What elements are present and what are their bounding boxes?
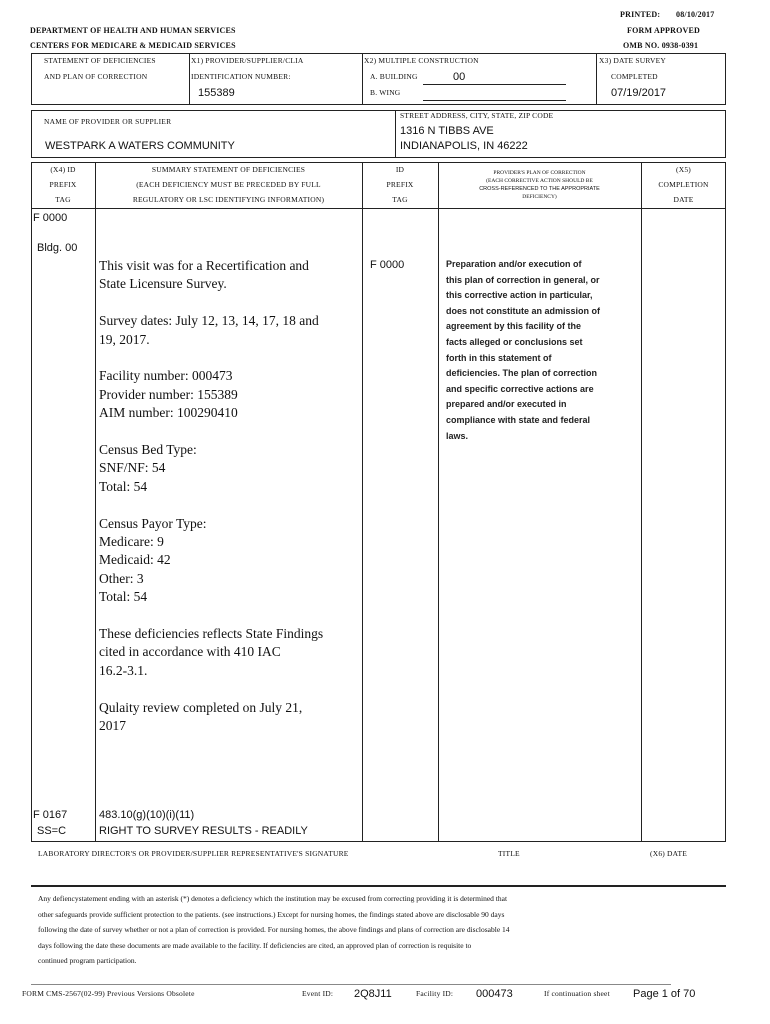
summary-line: Census Bed Type: — [99, 442, 197, 458]
x4-header-3: TAG — [55, 195, 71, 204]
event-id-value: 2Q8J11 — [354, 988, 392, 1000]
statement-label: STATEMENT OF DEFICIENCIES — [44, 56, 156, 65]
summary-line: 19, 2017. — [99, 331, 150, 347]
poc-line: this corrective action in particular, — [446, 290, 593, 301]
footnote-line: other safeguards provide sufficient protection to the patients. (see instructions.) Except for nursing homes, the findings stated above are disclosable 90 days — [38, 909, 505, 919]
building-label: A. BUILDING — [370, 72, 418, 81]
summary-line: Medicaid: 42 — [99, 552, 171, 568]
footnote — [38, 891, 698, 969]
building-tag: Bldg. 00 — [37, 242, 78, 254]
id-header-1: ID — [395, 165, 405, 174]
form-id: FORM CMS-2567(02-99) Previous Versions Obsolete — [22, 989, 195, 998]
summary-paragraph — [99, 367, 359, 422]
summary-line: AIM number: 100290410 — [99, 405, 238, 421]
poc-line: laws. — [446, 430, 469, 441]
date-completed-value: 07/19/2017 — [611, 87, 667, 99]
address-line-1: 1316 N TIBBS AVE — [400, 125, 494, 137]
tag-f0000: F 0000 — [33, 212, 68, 224]
poc-line: compliance with state and federal — [446, 414, 591, 425]
summary-line: Census Payor Type: — [99, 515, 207, 531]
title-label: TITLE — [498, 849, 520, 858]
x1-label: X1) PROVIDER/SUPPLIER/CLIA — [191, 56, 304, 65]
facility-id-value: 000473 — [476, 988, 513, 1000]
summary-statement — [99, 257, 359, 754]
summary-line: Qulaity review completed on July 21, — [99, 699, 303, 715]
id-header-3: TAG — [392, 195, 408, 204]
form-approved: FORM APPROVED — [627, 26, 701, 35]
dept-heading: DEPARTMENT OF HEALTH AND HUMAN SERVICES — [30, 26, 236, 35]
summary-line: 16.2-3.1. — [99, 662, 148, 678]
printed-date: 08/10/2017 — [676, 10, 715, 19]
continuation-label: If continuation sheet — [544, 989, 610, 998]
poc-line: and specific corrective actions are — [446, 383, 594, 394]
omb-number: OMB NO. 0938-0391 — [623, 41, 699, 50]
x4-header-2: PREFIX — [49, 180, 77, 189]
provider-name-label: NAME OF PROVIDER OR SUPPLIER — [44, 117, 172, 126]
regulation-citation: 483.10(g)(10)(i)(11) — [99, 809, 195, 821]
summary-line: Provider number: 155389 — [99, 386, 238, 402]
summary-paragraph — [99, 625, 359, 680]
scope-severity: SS=C — [37, 825, 67, 837]
summary-paragraph — [99, 699, 359, 736]
poc-header-4: DEFICIENCY) — [522, 194, 557, 200]
summary-paragraph — [99, 515, 359, 607]
summary-line: Survey dates: July 12, 13, 14, 17, 18 and — [99, 313, 319, 329]
signature-label: LABORATORY DIRECTOR'S OR PROVIDER/SUPPLIER REPRESENTATIVE'S SIGNATURE — [38, 849, 349, 858]
regulation-title: RIGHT TO SURVEY RESULTS - READILY — [99, 825, 308, 837]
x6-date-label: (X6) DATE — [650, 849, 688, 858]
summary-line: These deficiencies reflects State Findings — [99, 626, 324, 642]
poc-header-1: PROVIDER'S PLAN OF CORRECTION — [493, 170, 586, 176]
poc-line: does not constitute an admission of — [446, 305, 601, 316]
plan-of-correction — [446, 257, 638, 444]
event-id-label: Event ID: — [302, 989, 334, 998]
id-header-2: PREFIX — [386, 180, 414, 189]
summary-line: This visit was for a Recertification and — [99, 258, 309, 273]
poc-line: deficiencies. The plan of correction — [446, 368, 598, 379]
summary-line: Facility number: 000473 — [99, 368, 233, 384]
address-line-2: INDIANAPOLIS, IN 46222 — [400, 140, 528, 152]
summary-line: Total: 54 — [99, 478, 148, 494]
summary-line: Total: 54 — [99, 589, 148, 605]
x2-label: X2) MULTIPLE CONSTRUCTION — [364, 56, 479, 65]
page-number: Page 1 of 70 — [633, 988, 696, 1000]
x3-label-2: COMPLETED — [611, 72, 658, 81]
summary-line: Other: 3 — [99, 570, 144, 586]
facility-id-label: Facility ID: — [416, 989, 454, 998]
footnote-line: following the date of survey whether or not a plan of correction is provided. For nursing homes, the above findings and plans of correction are disclosable 14 — [38, 925, 510, 934]
summary-line: State Licensure Survey. — [99, 276, 227, 292]
summary-line: SNF/NF: 54 — [99, 460, 166, 476]
provider-name-value: WESTPARK A WATERS COMMUNITY — [45, 140, 235, 152]
summary-header-2: (EACH DEFICIENCY MUST BE PRECEDED BY FULL — [136, 180, 321, 189]
summary-header-3: REGULATORY OR LSC IDENTIFYING INFORMATION) — [132, 195, 325, 204]
building-value: 00 — [453, 71, 466, 83]
summary-line: cited in accordance with 410 IAC — [99, 644, 281, 660]
footnote-line: Any defiencystatement ending with an asterisk (*) denotes a deficiency which the institution may be excused from correcting providing it is determined that — [38, 894, 508, 903]
plan-label: AND PLAN OF CORRECTION — [44, 72, 148, 81]
summary-paragraph — [99, 312, 359, 349]
printed-label: PRINTED: — [620, 10, 661, 19]
summary-line: Medicare: 9 — [99, 534, 164, 550]
footnote-line: continued program participation. — [38, 956, 137, 965]
poc-line: Preparation and/or execution of — [446, 259, 582, 269]
poc-line: prepared and/or executed in — [446, 399, 567, 410]
poc-header-3: CROSS-REFERENCED TO THE APPROPRIATE — [479, 186, 600, 192]
summary-header-1: SUMMARY STATEMENT OF DEFICIENCIES — [151, 165, 306, 174]
footnote-line: days following the date these documents are made available to the facility. If deficiencies are cited, an approved plan of correction is requisite to — [38, 940, 472, 950]
address-label: STREET ADDRESS, CITY, STATE, ZIP CODE — [400, 111, 554, 120]
summary-paragraph — [99, 441, 359, 496]
provider-number-value: 155389 — [198, 87, 235, 99]
wing-label: B. WING — [370, 88, 401, 97]
x4-header-1: (X4) ID — [50, 165, 76, 174]
poc-header-2: (EACH CORRECTIVE ACTION SHOULD BE — [486, 178, 593, 184]
poc-line: this plan of correction in general, or — [446, 274, 600, 285]
centers-heading: CENTERS FOR MEDICARE & MEDICAID SERVICES — [30, 41, 236, 50]
x5-header-3: DATE — [673, 195, 694, 204]
summary-paragraph — [99, 257, 359, 294]
x3-label: X3) DATE SURVEY — [599, 56, 666, 65]
poc-line: agreement by this facility of the — [446, 321, 582, 332]
x5-header-1: (X5) — [676, 165, 691, 174]
right-tag-f0000: F 0000 — [370, 259, 405, 271]
poc-line: facts alleged or conclusions set — [446, 336, 583, 347]
x1-label-2: IDENTIFICATION NUMBER: — [191, 72, 291, 81]
summary-line: 2017 — [99, 718, 126, 734]
tag-f0167: F 0167 — [33, 809, 68, 821]
x5-header-2: COMPLETION — [658, 180, 709, 189]
poc-line: forth in this statement of — [446, 352, 552, 363]
